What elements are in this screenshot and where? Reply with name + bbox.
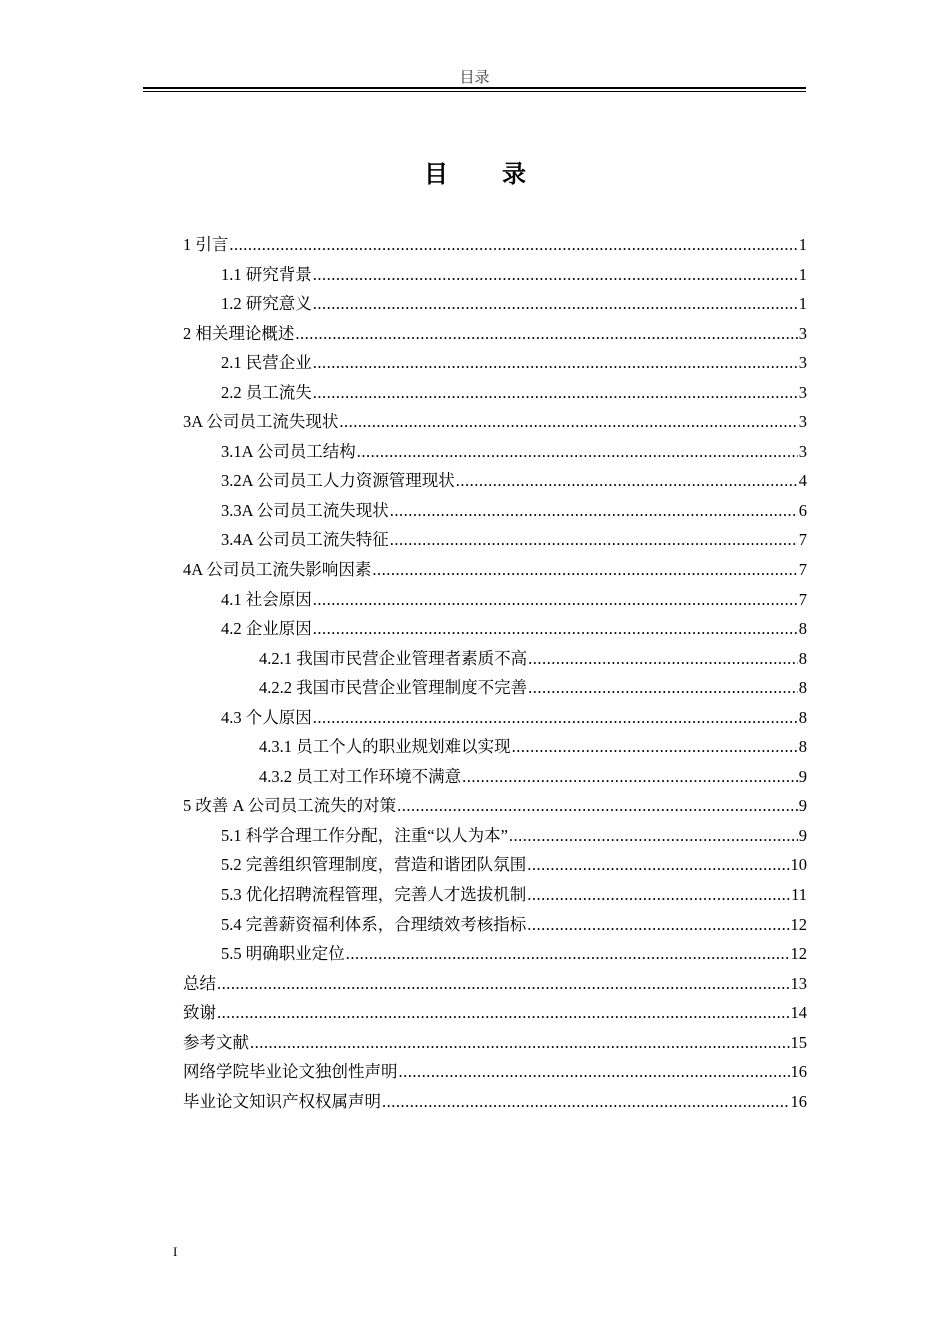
toc-entry-page-number: 16 [790,1062,807,1082]
toc-entry-page-number: 11 [791,885,807,905]
toc-dot-leader [527,880,790,910]
toc-entry-page-number: 3 [798,323,807,343]
toc-dot-leader [382,1087,790,1117]
toc-entry[interactable] [183,998,807,1028]
toc-dot-leader [512,732,798,762]
toc-dot-leader [313,348,798,378]
toc-dot-leader [313,260,798,290]
toc-entry-label: 4.2 企业原因 [221,619,312,639]
toc-entry-label: 5.3 优化招聘流程管理，完善人才选拔机制 [221,885,527,905]
toc-dot-leader [528,644,798,674]
toc-entry-label: 2.2 员工流失 [221,382,312,402]
toc-entry-page-number: 8 [798,678,807,698]
toc-entry-label: 网络学院毕业论文独创性声明 [183,1062,398,1082]
toc-dot-leader [313,585,798,615]
toc-entry[interactable] [183,555,807,585]
toc-dot-leader [313,703,798,733]
toc-entry[interactable] [183,289,807,319]
toc-entry-page-number: 8 [798,707,807,727]
toc-entry[interactable] [183,821,807,851]
header-rule-thin [143,91,806,92]
toc-entry-label: 5.1 科学合理工作分配，注重“以人为本” [221,825,508,845]
toc-entry-page-number: 3 [798,412,807,432]
toc-entry-label: 3.2A 公司员工人力资源管理现状 [221,471,455,491]
toc-entry-label: 致谢 [183,1003,216,1023]
toc-entry[interactable] [183,791,807,821]
toc-entry-page-number: 10 [790,855,807,875]
toc-entry-page-number: 8 [798,737,807,757]
toc-entry[interactable] [183,525,807,555]
toc-dot-leader [339,407,797,437]
toc-dot-leader [527,850,789,880]
toc-dot-leader [462,762,798,792]
toc-dot-leader [250,1028,790,1058]
toc-dot-leader [346,939,790,969]
toc-dot-leader [528,673,798,703]
running-header: 目录 [459,70,490,86]
header-rule-thick [143,87,806,89]
toc-entry[interactable] [183,496,807,526]
toc-dot-leader [509,821,798,851]
toc-entry-page-number: 4 [798,471,807,491]
toc-entry-page-number: 7 [798,589,807,609]
toc-entry-label: 4A 公司员工流失影响因素 [183,560,372,580]
toc-entry-label: 5.5 明确职业定位 [221,944,345,964]
toc-dot-leader [295,319,797,349]
toc-entry-label: 5.4 完善薪资福利体系，合理绩效考核指标 [221,914,527,934]
toc-entry-label: 参考文献 [183,1032,249,1052]
toc-entry-label: 4.3 个人原因 [221,707,312,727]
toc-entry[interactable] [183,614,807,644]
toc-entry-page-number: 1 [798,235,807,254]
toc-title: 目 录 [424,162,550,188]
toc-dot-leader [397,791,798,821]
toc-entry[interactable] [183,969,807,999]
toc-entry-label: 3.3A 公司员工流失现状 [221,500,389,520]
toc-dot-leader [313,614,798,644]
toc-dot-leader [390,525,798,555]
toc-list [183,230,807,1116]
toc-entry-label: 1 引言 [183,235,229,254]
toc-entry-page-number: 12 [790,914,807,934]
toc-entry-label: 1.1 研究背景 [221,264,312,284]
toc-entry-label: 5 改善 A 公司员工流失的对策 [183,796,397,816]
toc-dot-leader [217,998,790,1028]
toc-dot-leader [372,555,797,585]
toc-entry[interactable] [183,762,807,792]
toc-entry-page-number: 16 [790,1091,807,1111]
toc-entry-page-number: 8 [798,648,807,668]
toc-entry-label: 1.2 研究意义 [221,294,312,314]
toc-entry-label: 2.1 民营企业 [221,353,312,373]
toc-entry-page-number: 9 [798,766,807,786]
toc-entry-page-number: 3 [798,353,807,373]
toc-entry-page-number: 9 [798,796,807,816]
toc-entry-label: 4.2.1 我国市民营企业管理者素质不高 [259,648,528,668]
toc-entry-label: 2 相关理论概述 [183,323,295,343]
toc-entry-page-number: 1 [798,264,807,284]
toc-entry-page-number: 14 [790,1003,807,1023]
toc-entry[interactable] [183,1087,807,1117]
toc-entry-label: 3A 公司员工流失现状 [183,412,339,432]
toc-entry-label: 3.1A 公司员工结构 [221,441,356,461]
toc-entry-page-number: 3 [798,441,807,461]
page-number: I [173,1244,178,1259]
toc-entry[interactable] [183,850,807,880]
toc-entry-label: 4.2.2 我国市民营企业管理制度不完善 [259,678,528,698]
toc-entry[interactable] [183,585,807,615]
toc-entry[interactable] [183,1057,807,1087]
toc-dot-leader [217,969,790,999]
toc-entry[interactable] [183,348,807,378]
toc-dot-leader [456,466,798,496]
toc-entry[interactable] [183,437,807,467]
toc-dot-leader [527,910,789,940]
toc-entry[interactable] [183,1028,807,1058]
toc-entry[interactable] [183,230,807,260]
toc-entry[interactable] [183,466,807,496]
toc-entry-label: 3.4A 公司员工流失特征 [221,530,389,550]
toc-entry[interactable] [183,880,807,910]
toc-entry[interactable] [183,910,807,940]
toc-dot-leader [357,437,798,467]
toc-entry-label: 总结 [183,973,216,993]
toc-entry-page-number: 1 [798,294,807,314]
toc-entry-page-number: 15 [790,1032,807,1052]
toc-entry[interactable] [183,703,807,733]
toc-entry[interactable] [183,673,807,703]
toc-entry-label: 5.2 完善组织管理制度，营造和谐团队氛围 [221,855,527,875]
toc-entry-label: 4.3.1 员工个人的职业规划难以实现 [259,737,511,757]
toc-entry-page-number: 7 [798,560,807,580]
toc-entry[interactable] [183,939,807,969]
toc-entry-page-number: 3 [798,382,807,402]
toc-dot-leader [390,496,798,526]
toc-entry[interactable] [183,378,807,408]
toc-entry[interactable] [183,644,807,674]
toc-entry[interactable] [183,319,807,349]
toc-entry-page-number: 8 [798,619,807,639]
toc-entry-label: 4.1 社会原因 [221,589,312,609]
toc-entry-label: 毕业论文知识产权权属声明 [183,1091,381,1111]
toc-entry-page-number: 9 [798,825,807,845]
toc-dot-leader [229,230,797,260]
toc-entry[interactable] [183,260,807,290]
toc-dot-leader [313,378,798,408]
toc-entry-page-number: 7 [798,530,807,550]
toc-entry[interactable] [183,732,807,762]
toc-entry-page-number: 12 [790,944,807,964]
toc-entry-page-number: 6 [798,500,807,520]
toc-dot-leader [399,1057,790,1087]
toc-entry-page-number: 13 [790,973,807,993]
toc-entry[interactable] [183,407,807,437]
toc-dot-leader [313,289,798,319]
toc-entry-label: 4.3.2 员工对工作环境不满意 [259,766,462,786]
